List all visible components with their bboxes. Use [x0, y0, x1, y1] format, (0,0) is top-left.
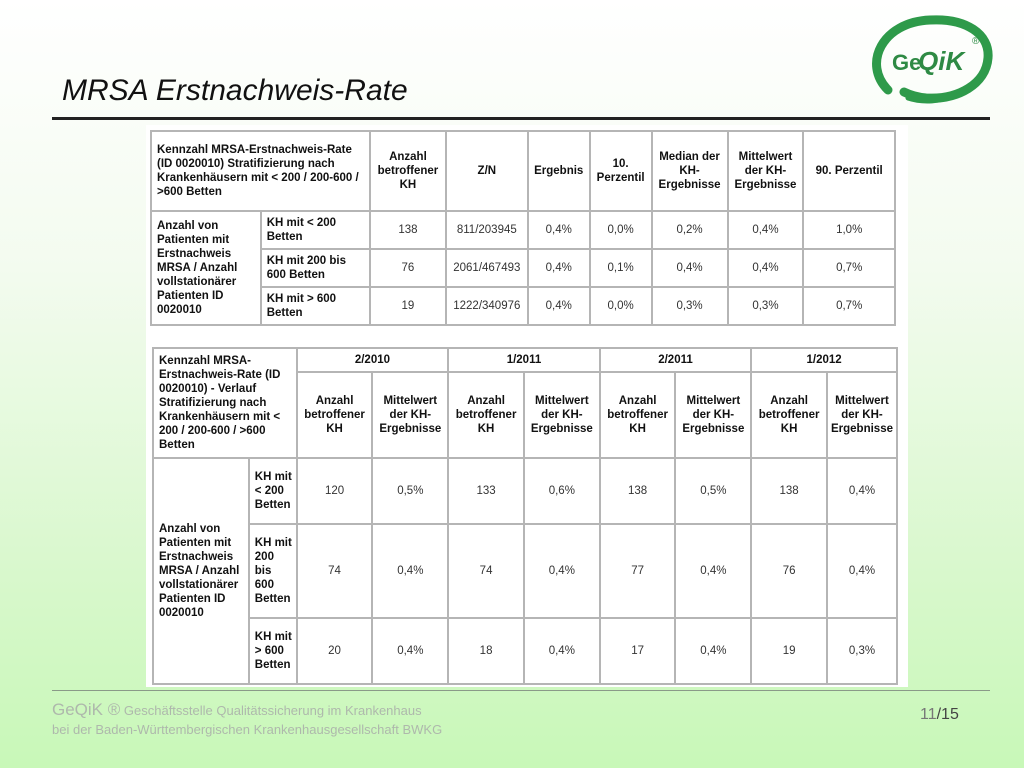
table1-cell: 0,0%: [590, 211, 652, 249]
table1-header-p90: 90. Perzentil: [803, 131, 895, 211]
table2-cell: 120: [297, 458, 373, 524]
table2-cell: 0,5%: [675, 458, 751, 524]
table-row: [153, 458, 897, 524]
table-row: [153, 524, 897, 618]
table1-cell: 0,4%: [728, 211, 804, 249]
table-row: [151, 249, 895, 287]
table2-subheader-count: Anzahl betroffener KH: [448, 372, 524, 458]
table1-cell: 0,4%: [528, 249, 590, 287]
table1-header-count: Anzahl betroffener KH: [370, 131, 446, 211]
table2-cell: 18: [448, 618, 524, 684]
table1-header-zn: Z/N: [446, 131, 528, 211]
table2-cell: 0,4%: [372, 524, 448, 618]
table1-cell: 0,1%: [590, 249, 652, 287]
table2-row-label: KH mit < 200 Betten: [249, 458, 297, 524]
trend-table: [152, 347, 898, 685]
table1-header-p10: 10. Perzentil: [590, 131, 652, 211]
logo-text-qik: QiK: [918, 46, 965, 76]
footer-line2: bei der Baden-Württembergischen Krankenhausgesellschaft BWKG: [52, 722, 443, 737]
table2-subheader-count: Anzahl betroffener KH: [297, 372, 373, 458]
table2-cell: 20: [297, 618, 373, 684]
table1-cell: 19: [370, 287, 446, 325]
table1-cell: 1,0%: [803, 211, 895, 249]
table1-row-group-label: Anzahl von Patienten mit Erstnachweis MRSA / Anzahl vollstationärer Patienten ID 0020010: [151, 211, 261, 325]
table-row: [151, 211, 895, 249]
footer-brand: GeQiK ®: [52, 700, 121, 719]
page-total: /15: [936, 706, 959, 723]
table2-period-header: 2/2010: [297, 348, 449, 372]
table2-row-label: KH mit > 600 Betten: [249, 618, 297, 684]
footer-divider: [52, 690, 990, 691]
table2-subheader-mean: Mittelwert der KH-Ergebnisse: [524, 372, 600, 458]
table2-period-header: 1/2012: [751, 348, 897, 372]
table2-subheader-mean: Mittelwert der KH-Ergebnisse: [372, 372, 448, 458]
table2-cell: 0,4%: [675, 524, 751, 618]
table2-cell: 0,4%: [372, 618, 448, 684]
table1-cell: 76: [370, 249, 446, 287]
table1-cell: 0,4%: [728, 249, 804, 287]
table2-cell: 17: [600, 618, 676, 684]
table2-subheader-count: Anzahl betroffener KH: [751, 372, 827, 458]
footer-line1: Geschäftsstelle Qualitätssicherung im Krankenhaus: [123, 703, 422, 718]
table2-row-group-label: Anzahl von Patienten mit Erstnachweis MRSA / Anzahl vollstationärer Patienten ID 0020010: [153, 458, 249, 684]
table2-corner-header: Kennzahl MRSA-Erstnachweis-Rate (ID 0020010) - Verlauf Stratifizierung nach Krankenhäusern mit < 200 / 200-600 / >600 Betten: [153, 348, 297, 458]
stratification-table: [150, 130, 896, 326]
table-row: [151, 287, 895, 325]
table1-corner-header: Kennzahl MRSA-Erstnachweis-Rate (ID 0020010) Stratifizierung nach Krankenhäusern mit < 200 / 200-600 / >600 Betten: [151, 131, 370, 211]
table1-cell: 2061/467493: [446, 249, 528, 287]
title-divider: [52, 117, 990, 120]
table2-cell: 0,4%: [524, 618, 600, 684]
logo-text-ge: Ge: [892, 50, 922, 75]
table1-cell: 0,0%: [590, 287, 652, 325]
table2-cell: 138: [751, 458, 827, 524]
table2-cell: 0,6%: [524, 458, 600, 524]
table2-cell: 77: [600, 524, 676, 618]
table-row: [153, 618, 897, 684]
table1-cell: 0,7%: [803, 287, 895, 325]
table2-cell: 0,4%: [827, 458, 897, 524]
table2-period-header: 2/2011: [600, 348, 752, 372]
table2-cell: 74: [297, 524, 373, 618]
table2-cell: 0,3%: [827, 618, 897, 684]
table1-header-mean: Mittelwert der KH-Ergebnisse: [728, 131, 804, 211]
table2-cell: 0,4%: [827, 524, 897, 618]
table1-row-label: KH mit 200 bis 600 Betten: [261, 249, 370, 287]
table2-subheader-mean: Mittelwert der KH-Ergebnisse: [675, 372, 751, 458]
table2-cell: 0,5%: [372, 458, 448, 524]
geqik-logo: [868, 12, 996, 106]
table1-cell: 0,7%: [803, 249, 895, 287]
table2-period-header: 1/2011: [448, 348, 600, 372]
page-number: [920, 706, 959, 724]
table2-subheader-count: Anzahl betroffener KH: [600, 372, 676, 458]
page-current: 11: [920, 706, 937, 723]
table1-cell: 138: [370, 211, 446, 249]
table2-cell: 0,4%: [675, 618, 751, 684]
table1-cell: 0,4%: [528, 287, 590, 325]
table2-row-label: KH mit 200 bis 600 Betten: [249, 524, 297, 618]
table1-cell: 0,3%: [728, 287, 804, 325]
logo-registered: ®: [972, 36, 980, 47]
table1-cell: 0,4%: [528, 211, 590, 249]
table2-cell: 76: [751, 524, 827, 618]
geqik-logo-graphic: [868, 12, 996, 106]
table1-row-label: KH mit > 600 Betten: [261, 287, 370, 325]
table1-cell: 0,2%: [652, 211, 728, 249]
table2-subheader-mean: Mittelwert der KH-Ergebnisse: [827, 372, 897, 458]
footer: [52, 700, 442, 739]
table1-cell: 811/203945: [446, 211, 528, 249]
table1-header-result: Ergebnis: [528, 131, 590, 211]
table2-cell: 74: [448, 524, 524, 618]
table1-row-label: KH mit < 200 Betten: [261, 211, 370, 249]
table1-cell: 0,4%: [652, 249, 728, 287]
table2-cell: 19: [751, 618, 827, 684]
slide-title: MRSA Erstnachweis-Rate: [62, 74, 408, 107]
table1-cell: 0,3%: [652, 287, 728, 325]
table2-cell: 133: [448, 458, 524, 524]
table1-cell: 1222/340976: [446, 287, 528, 325]
table1-header-median: Median der KH-Ergebnisse: [652, 131, 728, 211]
table2-cell: 138: [600, 458, 676, 524]
table2-cell: 0,4%: [524, 524, 600, 618]
